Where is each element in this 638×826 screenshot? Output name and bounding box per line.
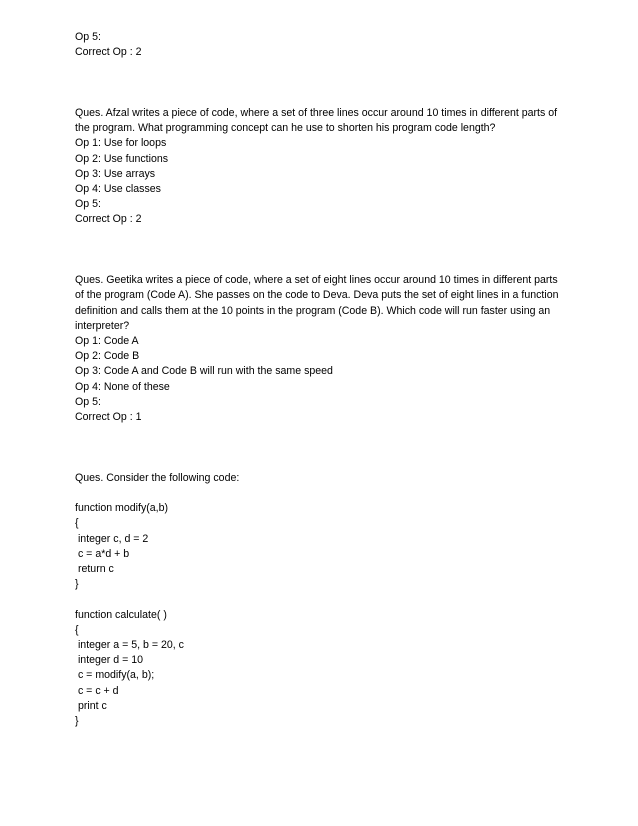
- q2-question: Ques. Geetika writes a piece of code, where a set of eight lines occur around 10 times in different parts of the program (Code A). She passes on the code to Deva. Deva puts the set of eight lines in a function definition and calls them at the 10 points in the program (Code B). Which code will run faster using an interpreter?: [75, 274, 559, 332]
- code-line: c = modify(a, b);: [75, 669, 155, 682]
- code-line: {: [75, 517, 79, 530]
- code-line: c = c + d: [75, 684, 119, 697]
- code-line: {: [75, 623, 79, 636]
- code-line: function modify(a,b): [75, 502, 169, 515]
- code-line: print c: [75, 699, 107, 712]
- document-body: [75, 30, 565, 729]
- q1-question: Ques. Afzal writes a piece of code, where a set of three lines occur around 10 times in different parts of the program. What programming concept can he use to shorten his program code length?: [75, 107, 558, 135]
- code-line: return c: [75, 563, 114, 576]
- q2-option-3: Op 3: Code A and Code B will run with the same speed: [75, 365, 333, 378]
- block0-correct-answer: Correct Op : 2: [75, 46, 142, 59]
- code-line: function calculate( ): [75, 608, 167, 621]
- q2-option-5: Op 5:: [75, 395, 101, 408]
- code-line: integer d = 10: [75, 654, 144, 667]
- q1-option-2: Op 2: Use functions: [75, 152, 169, 165]
- q1-correct-answer: Correct Op : 2: [75, 213, 142, 226]
- spacer: [75, 425, 565, 471]
- q2-option-1: Op 1: Code A: [75, 335, 139, 348]
- q2-option-4: Op 4: None of these: [75, 380, 170, 393]
- spacer: [75, 486, 565, 501]
- q3-question: Ques. Consider the following code:: [75, 471, 240, 484]
- q1-option-4: Op 4: Use classes: [75, 183, 161, 196]
- code-line: integer c, d = 2: [75, 532, 149, 545]
- block0-op5: Op 5:: [75, 31, 101, 43]
- spacer: [75, 592, 565, 607]
- code-line: integer a = 5, b = 20, c: [75, 639, 184, 652]
- code-line: }: [75, 715, 79, 728]
- q2-correct-answer: Correct Op : 1: [75, 411, 142, 424]
- q1-option-1: Op 1: Use for loops: [75, 137, 167, 150]
- code-block-modify: [75, 501, 565, 592]
- spacer: [75, 228, 565, 274]
- code-block-calculate: [75, 608, 565, 730]
- code-line: }: [75, 578, 79, 591]
- q1-option-3: Op 3: Use arrays: [75, 167, 156, 180]
- q2-option-2: Op 2: Code B: [75, 350, 140, 363]
- code-line: c = a*d + b: [75, 547, 130, 560]
- spacer: [75, 60, 565, 106]
- q1-option-5: Op 5:: [75, 198, 101, 211]
